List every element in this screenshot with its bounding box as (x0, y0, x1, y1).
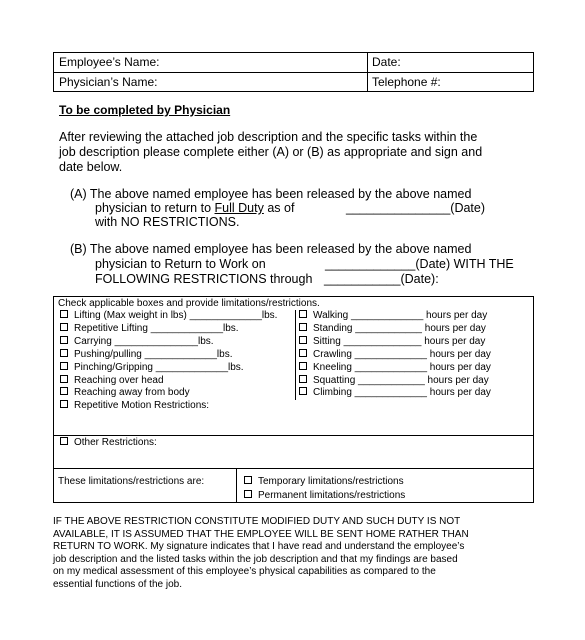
statement-line: on my medical assessment of this employee’s physical capabilities as compared to the (53, 566, 436, 577)
restriction-label: Reaching over head (74, 375, 164, 386)
restriction-row[interactable] (60, 349, 232, 360)
checkbox[interactable] (299, 375, 307, 383)
restriction-row[interactable] (60, 310, 277, 321)
restriction-label: Climbing _____________ hours per day (313, 387, 491, 398)
physician-name-field[interactable]: Physician’s Name: (59, 75, 158, 89)
restriction-row[interactable] (60, 387, 190, 398)
restriction-label: Other Restrictions: (74, 437, 157, 448)
checkbox[interactable] (60, 349, 68, 357)
option-a-line: (A) The above named employee has been released by the above named (70, 187, 472, 201)
checkbox[interactable] (60, 375, 68, 383)
statement-line: IF THE ABOVE RESTRICTION CONSTITUTE MODIFIED DUTY AND SUCH DUTY IS NOT (53, 516, 461, 527)
option-a-line (95, 201, 294, 216)
other-restrictions-row[interactable] (60, 437, 157, 448)
checkbox[interactable] (299, 323, 307, 331)
restriction-row[interactable] (299, 362, 491, 373)
checkbox[interactable] (60, 336, 68, 344)
restriction-label: Pushing/pulling _____________lbs. (74, 349, 233, 360)
temporary-option[interactable] (244, 476, 404, 487)
restriction-row[interactable] (60, 336, 214, 347)
checkbox[interactable] (60, 437, 68, 445)
option-a-date-field[interactable]: _______________(Date) (346, 201, 486, 215)
restriction-label: Walking _____________ hours per day (313, 310, 488, 321)
restriction-label: Lifting (Max weight in lbs) _____________lbs. (74, 310, 278, 321)
restriction-label: Reaching away from body (74, 387, 190, 398)
intro-line: After reviewing the attached job description and the specific tasks within the (59, 130, 478, 144)
checkbox[interactable] (299, 336, 307, 344)
restriction-label: Pinching/Gripping _____________lbs. (74, 362, 244, 373)
checkbox[interactable] (60, 310, 68, 318)
option-b-line: FOLLOWING RESTRICTIONS through (95, 272, 313, 286)
checkbox[interactable] (299, 349, 307, 357)
table-divider (236, 468, 237, 503)
table-divider (295, 310, 296, 400)
option-a-line: with NO RESTRICTIONS. (95, 215, 240, 229)
statement-line: job description and the listed tasks within the job description and that my findings are based (53, 553, 458, 565)
employee-name-field[interactable]: Employee’s Name: (59, 55, 160, 69)
statement-line: essential functions of the job. (53, 578, 182, 590)
section-heading: To be completed by Physician (59, 103, 231, 117)
restriction-row[interactable] (60, 375, 164, 386)
option-b-date-field[interactable]: _____________(Date) WITH THE (325, 257, 514, 271)
option-b-line: physician to Return to Work on (95, 257, 266, 271)
restrictions-table (53, 296, 534, 503)
table-divider (54, 468, 533, 469)
statement-line: RETURN TO WORK. My signature indicates that I have read and understand the employee’s (53, 541, 465, 552)
restriction-row[interactable] (299, 387, 491, 398)
checkbox[interactable] (299, 362, 307, 370)
employee-info-table (53, 52, 534, 92)
restriction-row[interactable] (299, 375, 489, 386)
checkbox[interactable] (299, 387, 307, 395)
option-a-text: as of (263, 201, 295, 215)
telephone-field[interactable]: Telephone #: (372, 75, 441, 89)
option-label: Permanent limitations/restrictions (258, 490, 406, 501)
restriction-row[interactable] (299, 323, 486, 334)
intro-line: job description please complete either (A) or (B) as appropriate and sign and (59, 145, 483, 159)
option-label: Temporary limitations/restrictions (258, 476, 404, 487)
checkbox[interactable] (60, 387, 68, 395)
restriction-label: Standing ____________ hours per day (313, 323, 486, 334)
intro-line: date below. (59, 160, 123, 174)
option-b-line: (B) The above named employee has been released by the above named (70, 242, 472, 256)
restriction-label: Crawling _____________ hours per day (313, 349, 491, 360)
restriction-row[interactable] (60, 323, 239, 334)
restriction-label: Repetitive Motion Restrictions: (74, 400, 210, 411)
full-duty-text: Full Duty (214, 201, 264, 215)
restriction-row[interactable] (299, 349, 491, 360)
limitations-label: These limitations/restrictions are: (58, 476, 205, 487)
checkbox[interactable] (60, 323, 68, 331)
checkbox[interactable] (299, 310, 307, 318)
date-field[interactable]: Date: (372, 55, 401, 69)
checkbox[interactable] (60, 362, 68, 370)
restriction-row[interactable] (299, 336, 485, 347)
repetitive-motion-row[interactable] (60, 400, 209, 411)
restriction-row[interactable] (299, 310, 487, 321)
checkbox[interactable] (244, 490, 252, 498)
table-divider (54, 435, 533, 436)
restriction-row[interactable] (60, 362, 244, 373)
option-b-through-date-field[interactable]: ___________(Date): (324, 272, 439, 286)
table-divider (54, 72, 533, 73)
restriction-label: Repetitive Lifting _____________lbs. (74, 323, 239, 334)
option-a-text: physician to return to (95, 201, 215, 215)
physician-statement (53, 516, 533, 591)
restriction-label: Kneeling _____________ hours per day (313, 362, 491, 373)
restriction-label: Sitting ______________ hours per day (313, 336, 486, 347)
statement-line: AVAILABLE, IT IS ASSUMED THAT THE EMPLOYEE WILL BE SENT HOME RATHER THAN (53, 528, 469, 540)
restriction-label: Squatting ____________ hours per day (313, 375, 489, 386)
restriction-label: Carrying _______________lbs. (74, 336, 214, 347)
permanent-option[interactable] (244, 490, 405, 501)
restrictions-instructions: Check applicable boxes and provide limitations/restrictions. (58, 298, 320, 309)
checkbox[interactable] (244, 476, 252, 484)
checkbox[interactable] (60, 400, 68, 408)
